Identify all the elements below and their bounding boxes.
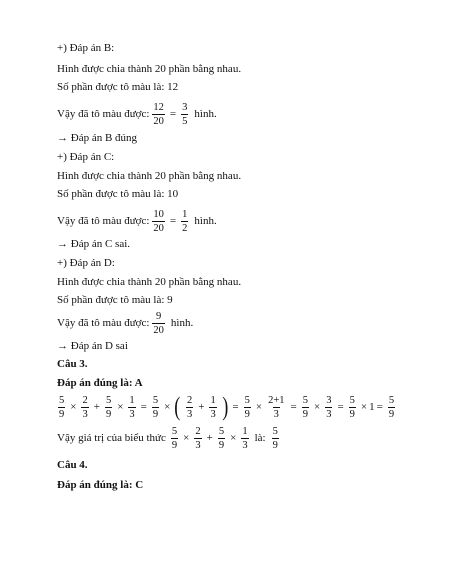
option-d-line-2: Số phần được tô màu là: 9 [57,294,173,306]
question-3-result: Vậy giá trị của biểu thức $\frac{5}{9}$ × $\frac{2}{3}$ + $\frac{5}{9}$ × $\frac{1}{3}$ là: $\frac{5}{9}$ [57,425,278,451]
fraction: $\frac{10}{20}$ [153,208,164,234]
result-text: Vậy đã tô màu được: [57,107,150,120]
fraction: $\frac{9}{20}$ [153,310,164,336]
fraction: $\frac{1}{2}$ [182,208,188,234]
option-b-result: Vậy đã tô màu được: $\frac{12}{20}$ = $\frac{3}{5}$ hình. [57,101,217,127]
option-d-conclusion: → Đáp án D sai [57,340,128,352]
option-d-line-1: Hình được chia thành 20 phần bằng nhau. [57,276,242,288]
option-c-result: Vậy đã tô màu được: $\frac{10}{20}$ = $\frac{1}{2}$ hình. [57,208,217,234]
option-c-header: +) Đáp án C: [57,151,115,163]
option-c-conclusion: → Đáp án C sai. [57,238,131,250]
option-b-conclusion: → Đáp án B đúng [57,132,138,144]
option-b-line-2: Số phần được tô màu là: 12 [57,81,179,93]
question-4-title: Câu 4. [57,459,88,471]
option-c-line-1: Hình được chia thành 20 phần bằng nhau. [57,170,242,182]
question-3-answer: Đáp án đúng là: A [57,377,143,389]
question-4-answer: Đáp án đúng là: C [57,479,144,491]
option-d-result: Vậy đã tô màu được: $\frac{9}{20}$ hình. [57,310,194,336]
question-3-title: Câu 3. [57,358,88,370]
question-3-expression: $\frac{5}{9}$ × $\frac{2}{3}$ + $\frac{5}{9}$ × $\frac{1}{3}$ = $\frac{5}{9}$ × ( $\frac{2}{3}$ + $\frac{1}{3}$ ) = $\frac{5}{9}$ × $\frac{2+1}{3}$ = $\frac{5}{9}$ × $\frac{3}{3}$ = $\frac{5}{9}$ × 1 = $\frac{5}{9}$ [59,392,395,421]
option-d-header: +) Đáp án D: [57,257,115,269]
option-b-header: +) Đáp án B: [57,42,115,54]
fraction: $\frac{12}{20}$ [153,101,164,127]
option-c-line-2: Số phần được tô màu là: 10 [57,188,179,200]
fraction: $\frac{3}{5}$ [182,101,188,127]
option-b-line-1: Hình được chia thành 20 phần bằng nhau. [57,63,242,75]
